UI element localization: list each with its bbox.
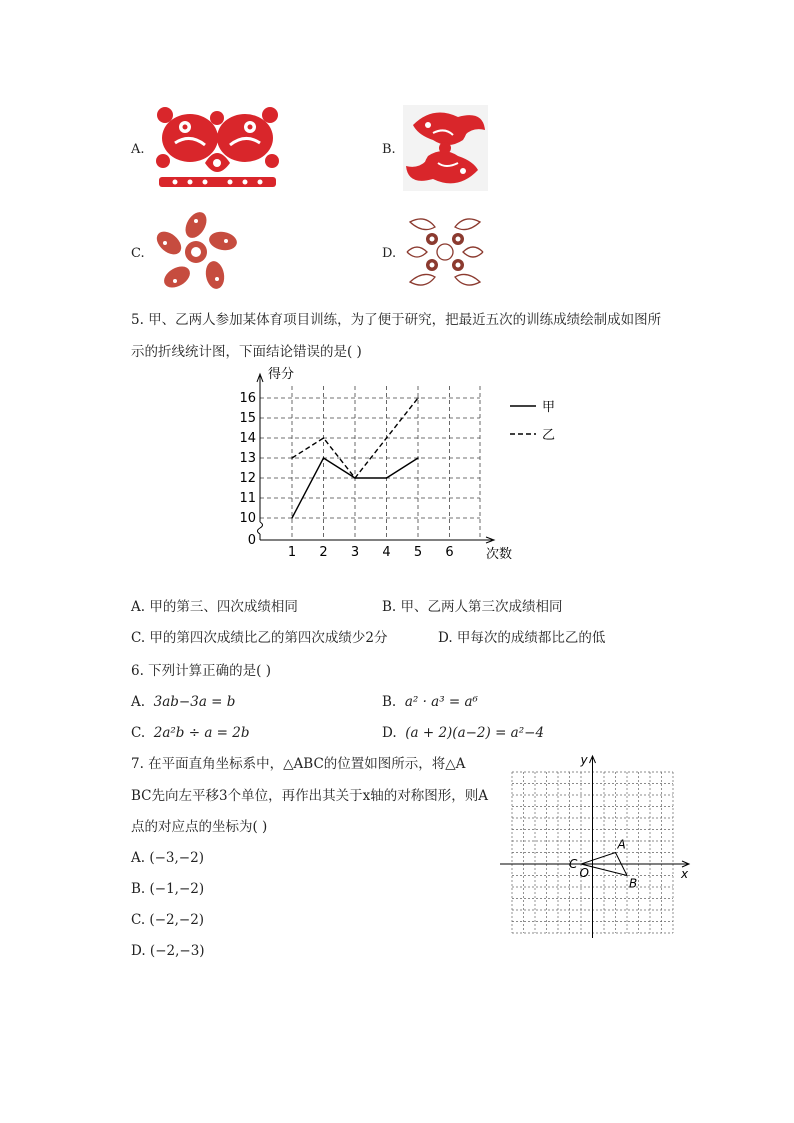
q4-option-c-label: C. bbox=[131, 246, 145, 261]
y-tick-label: 0 bbox=[247, 533, 256, 548]
x-axis-label: x bbox=[681, 867, 689, 881]
q5-stem-line2: 示的折线统计图，下面结论错误的是( ) bbox=[131, 344, 362, 360]
coordinate-grid-figure bbox=[498, 752, 694, 940]
y-axis-title: 得分 bbox=[268, 367, 295, 382]
x-tick-label: 1 bbox=[287, 545, 297, 560]
q6-option-a-label: A. bbox=[131, 694, 146, 710]
y-tick-label: 15 bbox=[240, 411, 256, 426]
vertex-label-b: B bbox=[629, 876, 638, 891]
paper-cut-two-fish-icon bbox=[155, 103, 280, 191]
q6-option-c-expr: 2a²b ÷ a = 2b bbox=[153, 725, 250, 741]
q6-option-c bbox=[131, 717, 250, 749]
y-tick-label: 11 bbox=[240, 491, 256, 506]
data-point bbox=[354, 477, 356, 479]
q4-option-b-label: B. bbox=[382, 142, 396, 157]
q6-option-b-label: B. bbox=[382, 694, 397, 710]
origin-label: O bbox=[579, 866, 589, 880]
q6-option-b-expr: a² · a³ = a⁶ bbox=[404, 694, 478, 710]
x-tick-label: 4 bbox=[382, 545, 391, 560]
vertex-label-a: A bbox=[617, 837, 626, 852]
x-tick-label: 3 bbox=[350, 545, 360, 560]
q4-option-d-label: D. bbox=[382, 246, 397, 261]
x-tick-label: 2 bbox=[319, 545, 328, 560]
q6-option-b bbox=[382, 686, 478, 718]
x-tick-label: 5 bbox=[413, 545, 423, 560]
data-point bbox=[417, 457, 419, 459]
q6-option-a bbox=[131, 686, 235, 718]
q6-option-d-label: D. bbox=[382, 725, 397, 741]
paper-cut-goldfish-swirl-icon bbox=[403, 105, 488, 191]
y-tick-label: 16 bbox=[240, 391, 256, 406]
q7-option-c: C. (−2,−2) bbox=[131, 912, 205, 928]
q6-option-c-label: C. bbox=[131, 725, 146, 741]
data-point bbox=[417, 397, 419, 399]
data-point bbox=[291, 457, 293, 459]
q5-stem-line1: 5. 甲、乙两人参加某体育项目训练，为了便于研究，把最近五次的训练成绩绘制成如图所 bbox=[131, 312, 662, 328]
q6-stem: 6. 下列计算正确的是( ) bbox=[131, 663, 271, 679]
q5-option-a: A. 甲的第三、四次成绩相同 bbox=[131, 599, 298, 615]
legend-label-1: 甲 bbox=[542, 400, 556, 415]
data-point bbox=[386, 437, 388, 439]
paper-cut-fish-circle-icon bbox=[155, 211, 237, 293]
q7-option-b: B. (−1,−2) bbox=[131, 881, 205, 897]
y-tick-label: 10 bbox=[240, 511, 256, 526]
vertex-label-c: C bbox=[569, 857, 578, 871]
data-point bbox=[291, 517, 293, 519]
data-point bbox=[323, 457, 325, 459]
data-point bbox=[323, 437, 325, 439]
y-axis-label: y bbox=[580, 753, 588, 767]
q6-option-a-expr: 3ab−3a = b bbox=[153, 694, 236, 710]
q4-option-a-label: A. bbox=[131, 142, 145, 157]
y-tick-label: 12 bbox=[240, 471, 256, 486]
axis-break-icon bbox=[258, 522, 263, 534]
score-line-chart bbox=[240, 362, 580, 567]
q7-option-d: D. (−2,−3) bbox=[131, 943, 205, 959]
q7-stem-line1: 7. 在平面直角坐标系中，△ABC的位置如图所示，将△A bbox=[131, 756, 466, 772]
y-tick-label: 13 bbox=[240, 451, 256, 466]
q7-stem-line3: 点的对应点的坐标为( ) bbox=[131, 819, 268, 835]
q5-option-c: C. 甲的第四次成绩比乙的第四次成绩少2分 bbox=[131, 630, 388, 646]
y-tick-label: 14 bbox=[240, 431, 256, 446]
q5-option-b: B. 甲、乙两人第三次成绩相同 bbox=[382, 599, 563, 615]
paper-cut-flower-pattern-icon bbox=[405, 212, 485, 292]
q7-stem-line2: BC先向左平移3个单位，再作出其关于x轴的对称图形，则A bbox=[131, 788, 488, 804]
q6-option-d bbox=[382, 717, 544, 749]
data-point bbox=[386, 477, 388, 479]
q7-option-a: A. (−3,−2) bbox=[131, 850, 204, 866]
x-tick-label: 6 bbox=[445, 545, 454, 560]
q5-option-d: D. 甲每次的成绩都比乙的低 bbox=[438, 630, 606, 646]
x-axis-title: 次数 bbox=[486, 547, 513, 562]
q6-option-d-expr: (a + 2)(a−2) = a²−4 bbox=[405, 725, 545, 741]
legend-label-2: 乙 bbox=[542, 428, 556, 443]
